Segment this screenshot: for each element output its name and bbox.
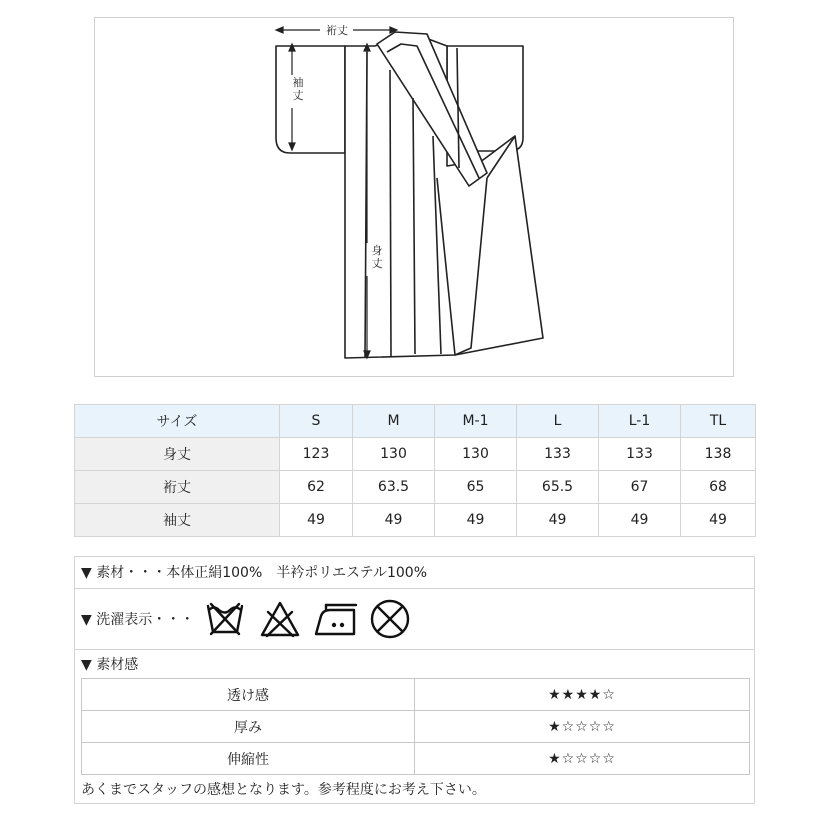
header-size: サイズ — [75, 405, 280, 438]
wash-label: ▼ 洗濯表示・・・ — [81, 612, 195, 628]
cell: 130 — [435, 438, 517, 471]
feel-title: ▼ 素材感 — [81, 657, 139, 673]
cell: 49 — [681, 504, 756, 537]
table-row — [75, 504, 756, 537]
header-m1: M-1 — [435, 405, 517, 438]
header-l1: L-1 — [599, 405, 681, 438]
feel-stars: ★☆☆☆☆ — [415, 743, 750, 775]
row-label: 袖丈 — [75, 504, 280, 537]
staff-note: あくまでスタッフの感想となります。参考程度にお考え下さい。 — [81, 782, 486, 798]
cell: 49 — [517, 504, 599, 537]
header-tl: TL — [681, 405, 756, 438]
table-row — [82, 711, 750, 743]
wash-row — [75, 589, 754, 650]
iron-low-icon — [314, 598, 356, 640]
table-row — [82, 743, 750, 775]
kimono-outline — [95, 18, 735, 378]
cell: 65 — [435, 471, 517, 504]
cell: 63.5 — [353, 471, 435, 504]
size-table — [74, 404, 756, 537]
cell: 138 — [681, 438, 756, 471]
feel-stars: ★☆☆☆☆ — [415, 711, 750, 743]
material-section — [74, 556, 755, 804]
cell: 49 — [353, 504, 435, 537]
cell: 49 — [435, 504, 517, 537]
size-header-row — [75, 405, 756, 438]
cell: 130 — [353, 438, 435, 471]
cell: 133 — [517, 438, 599, 471]
feel-table — [81, 678, 750, 775]
label-sodetake-1: 袖丈 — [292, 76, 304, 102]
cell: 49 — [599, 504, 681, 537]
header-m: M — [353, 405, 435, 438]
feel-label: 厚み — [82, 711, 415, 743]
no-tumble-dry-icon — [369, 598, 411, 640]
cell: 49 — [280, 504, 353, 537]
kimono-diagram — [94, 17, 734, 377]
table-row — [75, 471, 756, 504]
table-row — [82, 679, 750, 711]
cell: 133 — [599, 438, 681, 471]
feel-stars: ★★★★☆ — [415, 679, 750, 711]
feel-label: 伸縮性 — [82, 743, 415, 775]
header-s: S — [280, 405, 353, 438]
label-yuki: 裄丈 — [326, 24, 348, 37]
wash-icons — [204, 598, 411, 640]
cell: 65.5 — [517, 471, 599, 504]
cell: 68 — [681, 471, 756, 504]
row-label: 裄丈 — [75, 471, 280, 504]
label-mitake: 身丈 — [371, 244, 383, 270]
no-wash-icon — [204, 598, 246, 640]
cell: 67 — [599, 471, 681, 504]
table-row — [75, 438, 756, 471]
cell: 62 — [280, 471, 353, 504]
fabric-line: ▼ 素材・・・本体正絹100% 半衿ポリエステル100% — [75, 557, 754, 589]
row-label: 身丈 — [75, 438, 280, 471]
cell: 123 — [280, 438, 353, 471]
no-bleach-icon — [259, 598, 301, 640]
header-l: L — [517, 405, 599, 438]
feel-label: 透け感 — [82, 679, 415, 711]
